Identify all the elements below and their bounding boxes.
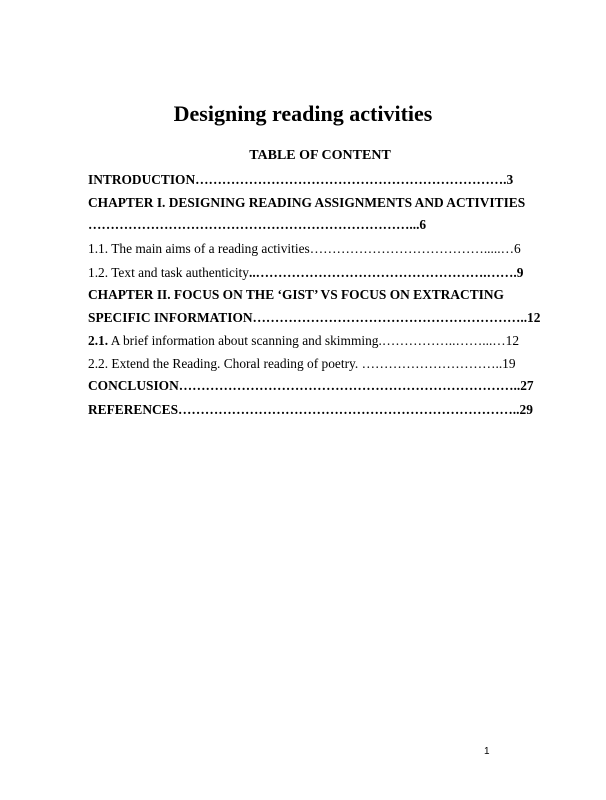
toc-entry-references: REFERENCES…………………………………………………………………..29 xyxy=(88,402,533,417)
toc-entry-chapter-2-subtitle: SPECIFIC INFORMATION……………………………………………………..12 xyxy=(88,310,541,325)
toc-entry-section-1-2-leader: ..…………………………………………….…….9 xyxy=(248,265,524,280)
toc-entry-chapter-1-leader: ………………………………………………………………...6 xyxy=(88,217,427,232)
toc-entry-section-2-1-text: A brief information about scanning and skimming.……………..……...…12 xyxy=(108,333,520,348)
toc-entry-section-2-2: 2.2. Extend the Reading. Choral reading of poetry. …………………………..19 xyxy=(88,356,516,371)
page-number: 1 xyxy=(484,746,490,757)
toc-entry-section-1-1: 1.1. The main aims of a reading activities………………………………….....…6 xyxy=(88,241,521,256)
toc-entry-section-1-2-text: 1.2. Text and task authenticity xyxy=(88,265,249,280)
toc-entry-chapter-1-title: CHAPTER I. DESIGNING READING ASSIGNMENTS AND ACTIVITIES xyxy=(88,195,526,210)
toc-entry-introduction: INTRODUCTION…………………………………………………………….3 xyxy=(88,172,514,187)
toc-heading: TABLE OF CONTENT xyxy=(249,148,391,163)
toc-entry-section-1-2 xyxy=(88,263,523,283)
document-title: Designing reading activities xyxy=(173,101,433,126)
toc-entry-section-2-1 xyxy=(88,331,519,351)
toc-entry-section-2-1-number: 2.1. xyxy=(88,333,109,348)
toc-entry-conclusion: CONCLUSION…………………………………………………………………..27 xyxy=(88,378,534,393)
toc-entry-chapter-2-title: CHAPTER II. FOCUS ON THE ‘GIST’ VS FOCUS ON EXTRACTING xyxy=(88,287,504,302)
